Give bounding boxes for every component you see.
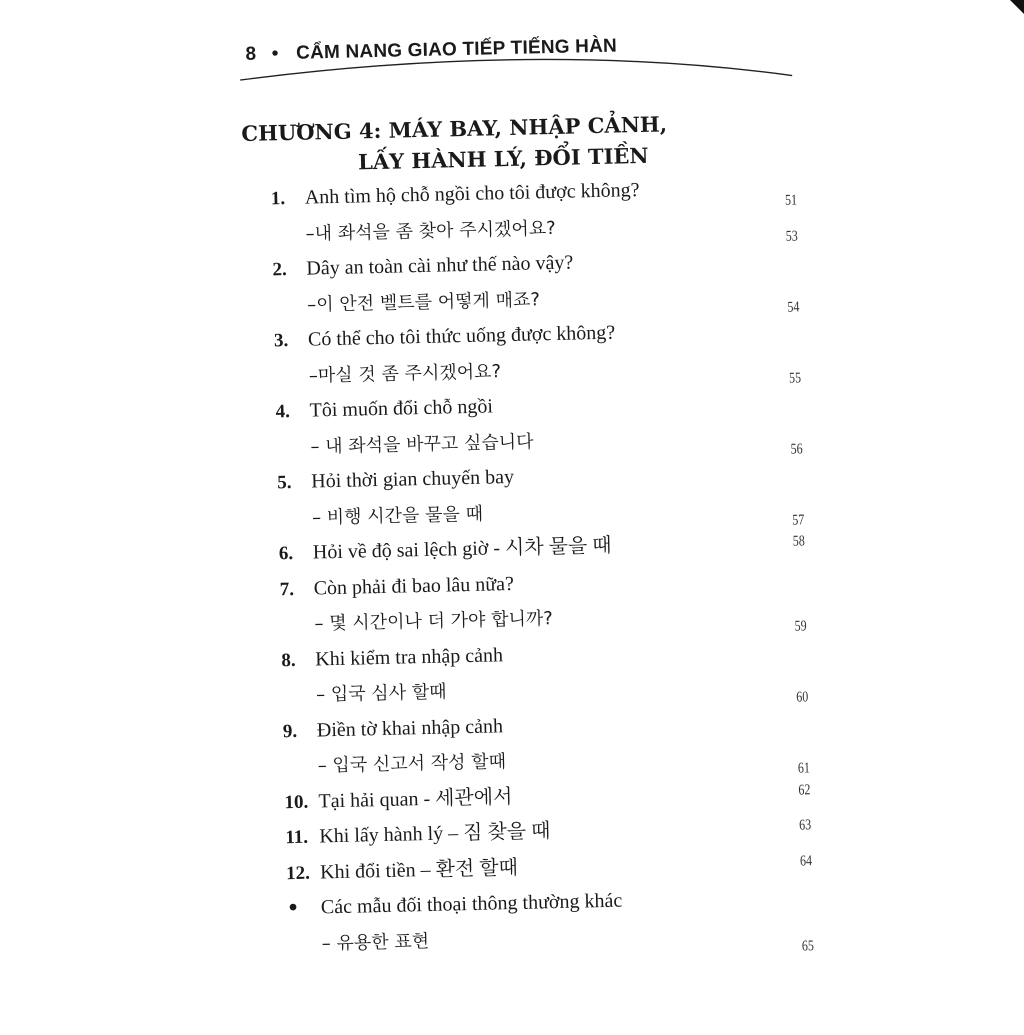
table-of-contents [270,169,814,962]
chapter-title [241,108,668,180]
toc-entry-title: Tại hải quan - 세관에서 [318,785,513,812]
toc-entry-title: Anh tìm hộ chỗ ngồi cho tôi được không? [304,179,640,209]
header-book-title: CẨM NANG GIAO TIẾP TIẾNG HÀN [295,35,618,64]
toc-entry-number: 5. [277,471,292,494]
toc-entry-korean: –내 좌석을 좀 찾아 주시겠어요? [305,217,556,245]
toc-page-number: 51 [784,192,798,209]
toc-entry-number: 1. [270,188,286,210]
toc-entry-number: 10. [284,791,309,813]
toc-entry-korean: – 입국 신고서 작성 할때 [317,751,507,777]
toc-entry-korean: – 입국 심사 할때 [315,681,447,706]
toc-entry-title: Hỏi thời gian chuyến bay [311,465,515,493]
toc-entry-korean: – 비행 시간을 물을 때 [311,503,484,529]
toc-page-number: 53 [785,227,798,245]
toc-entry-title: Khi lấy hành lý – 짐 찾을 때 [319,820,551,848]
toc-entry-title: Dây an toàn cài như thế nào vậy? [306,251,574,280]
toc-page-number: 64 [799,852,813,870]
toc-page-number: 59 [794,618,807,635]
toc-page-number: 56 [790,440,803,458]
toc-entry-number: 3. [273,330,289,352]
toc-entry-korean: – 유용한 표현 [321,930,430,954]
toc-entry-title: Điền tờ khai nhập cảnh [316,714,504,741]
chapter-title-line-2: LẤY HÀNH LÝ, ĐỔI TIỀN [357,142,649,175]
chapter-title-line-1: CHƯƠNG 4: MÁY BAY, NHẬP CẢNH, [241,111,668,147]
toc-entry-title: Khi kiểm tra nhập cảnh [315,643,504,670]
toc-page-number: 58 [792,533,805,550]
toc-entry-number: 9. [282,720,298,742]
toc-entry-number: 4. [275,401,291,423]
toc-page-number: 60 [796,689,809,706]
toc-page-number: 55 [788,369,802,387]
header-separator: • [271,43,279,65]
toc-page-number: 57 [792,511,805,529]
toc-entry-title: Khi đổi tiền – 환전 할때 [319,856,519,883]
toc-bullet: • [286,896,300,920]
toc-entry-title: Còn phải đi bao lâu nữa? [313,572,515,600]
toc-page-number: 62 [798,781,811,799]
toc-entry-number: 11. [285,826,309,849]
toc-entry-number: 7. [279,578,295,600]
toc-entry-number: 8. [281,649,296,671]
toc-entry-number: 6. [278,542,294,565]
toc-page-number: 54 [787,298,800,316]
toc-entry-number: 12. [285,862,311,884]
toc-entry-title: Hỏi về độ sai lệch giờ - 시차 물을 때 [312,534,612,564]
toc-entry-title: Các mẫu đối thoại thông thường khác [320,889,623,919]
toc-entry-title: Có thể cho tôi thức uống được không? [307,321,616,351]
toc-entry-korean: –마실 것 좀 주시겠어요? [308,360,502,387]
header-page-number: 8 [245,43,257,65]
toc-page-number: 65 [801,937,815,955]
toc-entry-korean: –이 안전 벨트를 어떻게 매죠? [307,288,541,316]
toc-page-number: 61 [797,760,811,777]
toc-entry-korean: – 내 좌석을 바꾸고 싶습니다 [310,430,534,458]
toc-entry-title: Tôi muốn đổi chỗ ngồi [309,395,494,422]
toc-page-number: 63 [799,817,812,834]
toc-entry-number: 2. [272,259,287,281]
toc-entry-korean: – 몇 시간이나 더 가야 합니까? [314,608,554,635]
